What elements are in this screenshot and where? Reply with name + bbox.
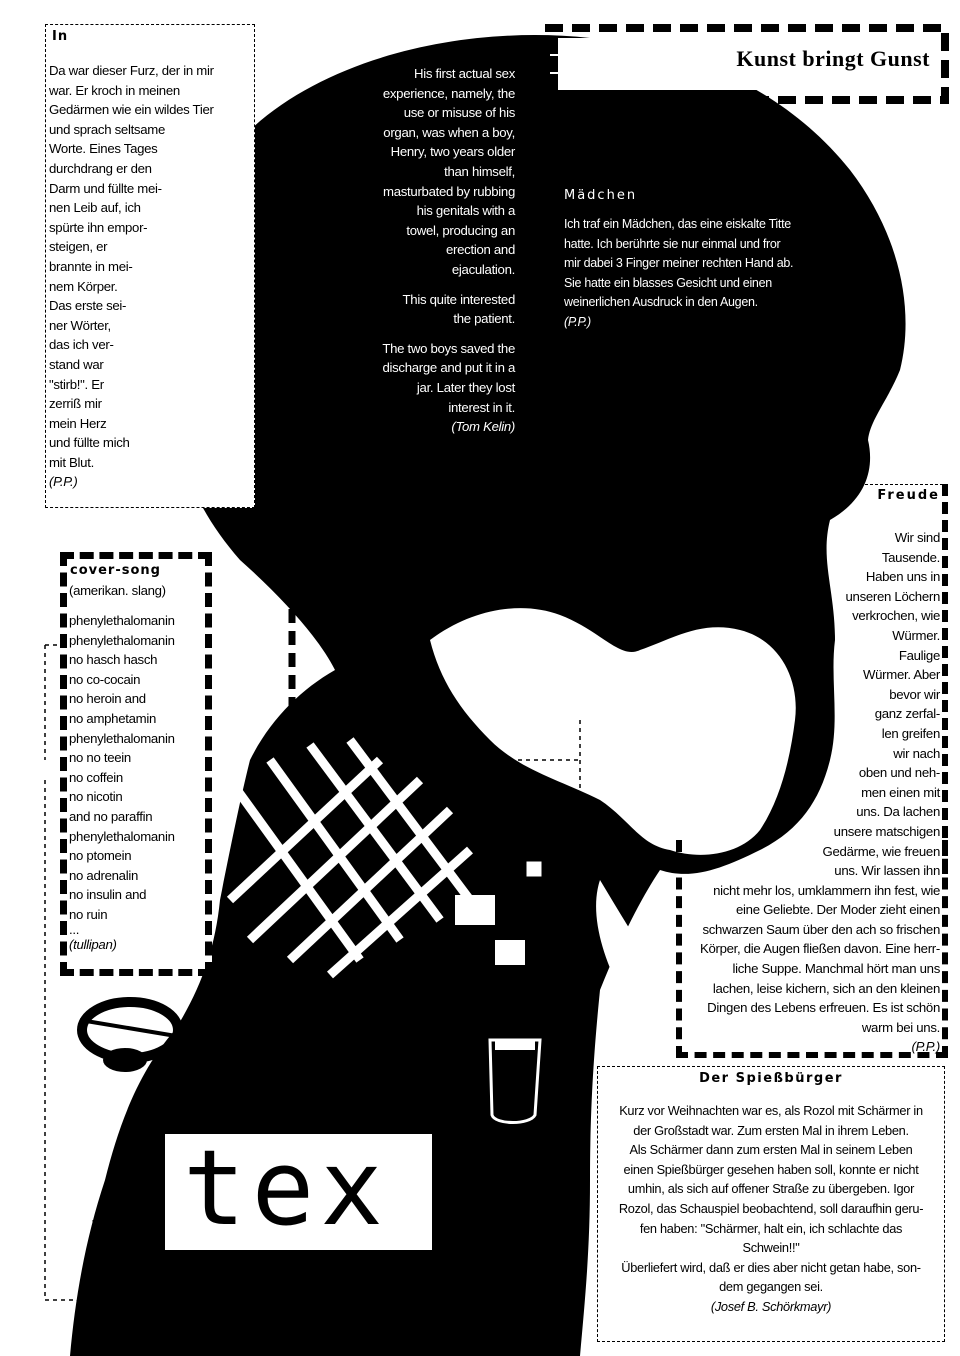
- spiess-line: der Großstadt war. Zum ersten Mal in ihrem Leben.: [633, 1122, 909, 1138]
- in-line: brannte in mei-: [49, 258, 133, 274]
- tex-logo-box: [165, 1127, 432, 1250]
- freude-line: warm bei uns.: [861, 1019, 940, 1035]
- freude-line: men einen mit: [861, 784, 940, 800]
- freude-line: uns. Wir lassen ihn: [834, 863, 940, 879]
- sex-line: discharge and put it in a: [382, 360, 515, 376]
- freude-line: unsere matschigen: [833, 823, 940, 839]
- cover-line: no amphetamin: [69, 710, 157, 726]
- freude-line: lachen, leise kichern, sich an den kleinen: [712, 980, 940, 996]
- freude-line: unseren Löchern: [845, 588, 940, 604]
- spiess-line: dem gegangen sei.: [719, 1279, 823, 1295]
- cover-line: phenylethalomanin: [69, 828, 175, 844]
- in-line: und füllte mich: [49, 435, 130, 451]
- spiess-line: fen haben: "Schärmer, halt ein, ich schlachte das: [639, 1220, 903, 1236]
- sex-line: erection and: [446, 242, 515, 258]
- cover-song-body: [69, 611, 175, 954]
- freude-line: verkrochen, wie: [852, 608, 940, 624]
- freude-line: bevor wir: [889, 686, 940, 702]
- maedchen-author: (P.P.): [564, 314, 591, 329]
- spiessbuerger-body: [598, 1101, 944, 1317]
- freude-line: schwarzen Saum über den ach so frischen: [702, 921, 940, 937]
- spiess-line: umhin, als sich auf offener Straße zu übergeben. Igor: [627, 1181, 915, 1197]
- freude-body: [700, 528, 940, 1057]
- cover-line: phenylethalomanin: [69, 730, 175, 746]
- sex-line: organ, was when a boy,: [383, 124, 515, 140]
- freude-line: Tausende.: [881, 549, 940, 565]
- freude-line: wir nach: [893, 745, 940, 761]
- cover-line: phenylethalomanin: [69, 632, 175, 648]
- cover-line: no ptomein: [69, 848, 132, 864]
- in-line: mit Blut.: [49, 454, 94, 470]
- in-line: Gedärmen wie ein wildes Tier: [49, 102, 214, 118]
- freude-line: Würmer. Aber: [862, 667, 940, 683]
- spiess-line: Als Schärmer dann zum ersten Mal in seinem Leben: [629, 1142, 913, 1158]
- sex-line: jar. Later they lost: [416, 379, 515, 395]
- maedchen-line: weinerlichen Ausdruck in den Augen.: [564, 295, 758, 310]
- page-title: Kunst bringt Gunst: [736, 46, 930, 71]
- freude-line: Wir sind: [894, 530, 940, 545]
- maedchen-line: mir dabei 3 Finger meiner rechten Hand ab.: [564, 256, 794, 271]
- spiess-line: Schwein!!": [742, 1240, 800, 1256]
- sex-line: masturbated by rubbing: [383, 183, 515, 199]
- sex-line: than himself,: [444, 163, 515, 179]
- header-title-box: [550, 38, 940, 90]
- in-line: steigen, er: [49, 239, 108, 255]
- in-column: [45, 24, 255, 508]
- maedchen-line: Ich traf ein Mädchen, das eine eiskalte Titte: [564, 217, 791, 231]
- in-line: Worte. Eines Tages: [49, 141, 158, 157]
- in-line: durchdrang er den: [49, 160, 152, 176]
- in-line: ner Wörter,: [49, 317, 111, 333]
- freude-line: Würmer.: [892, 627, 940, 643]
- freude-line: eine Geliebte. Der Moder zieht einen: [736, 902, 940, 918]
- cover-line: no no teein: [69, 750, 131, 766]
- freude-line: Dingen des Lebens erfreuen. Es ist schön: [707, 1000, 940, 1016]
- maedchen-line: Sie hatte ein blasses Gesicht und einen: [564, 275, 772, 290]
- cover-line: no heroin and: [69, 691, 146, 707]
- sex-line: The two boys saved the: [382, 340, 515, 356]
- cover-line: no hasch hasch: [69, 652, 158, 668]
- freude-line: liche Suppe. Manchmal hört man uns: [732, 961, 940, 977]
- cover-song-heading: cover-song: [70, 563, 161, 578]
- in-heading: In: [52, 29, 69, 44]
- sex-line: experience, namely, the: [382, 85, 515, 101]
- sex-line: interest in it.: [448, 399, 515, 415]
- sex-line: towel, producing an: [406, 222, 515, 238]
- in-line: war. Er kroch in meinen: [49, 82, 180, 98]
- freude-line: Haben uns in: [865, 569, 940, 585]
- spiess-author: (Josef B. Schörkmayr): [710, 1298, 832, 1314]
- sex-line: His first actual sex: [414, 66, 515, 81]
- cover-line: and no paraffin: [69, 808, 153, 824]
- maedchen-section: [564, 188, 854, 333]
- in-line: nen Leib auf, ich: [49, 200, 141, 216]
- cover-line: no insulin and: [69, 887, 147, 903]
- spiess-line: Kurz vor Weihnachten war es, als Rozol mit Schärmer in: [619, 1103, 923, 1118]
- tex-logo: tex: [183, 1127, 389, 1249]
- in-line: spürte ihn empor-: [49, 219, 148, 235]
- spiessbuerger-box: [597, 1066, 945, 1342]
- freude-line: ganz zerfal-: [874, 706, 940, 722]
- in-line: und sprach seltsame: [49, 121, 165, 137]
- in-body: [49, 61, 214, 492]
- in-line: zerriß mir: [49, 396, 102, 412]
- sex-line: use or misuse of his: [403, 105, 515, 121]
- in-line: mein Herz: [49, 415, 107, 431]
- cover-line: no adrenalin: [69, 867, 138, 883]
- freude-line: uns. Da lachen: [856, 804, 940, 820]
- maedchen-heading: Mädchen: [564, 188, 638, 203]
- in-line: stand war: [49, 356, 104, 372]
- cover-line: no co-cocain: [69, 671, 141, 687]
- cover-author: (tullipan): [69, 936, 117, 952]
- sex-line: his genitals with a: [416, 203, 515, 219]
- in-line: das ich ver-: [49, 337, 114, 353]
- cover-song-box: [60, 552, 212, 976]
- cover-line: no coffein: [69, 769, 123, 785]
- cover-line: no ruin: [69, 906, 108, 922]
- sex-line: Henry, two years older: [390, 144, 515, 160]
- freude-line: nicht mehr los, umklammern ihn fest, wie: [713, 882, 940, 898]
- sex-author: (Tom Kelin): [451, 419, 515, 435]
- spiess-line: Rozol, das Schauspiel beobachtend, soll daraufhin geru-: [618, 1200, 924, 1216]
- sex-text: [330, 64, 515, 437]
- sex-line: ejaculation.: [451, 261, 515, 277]
- in-line: Darm und füllte mei-: [49, 180, 162, 196]
- freude-author: (P.P.): [911, 1039, 940, 1055]
- in-line: Das erste sei-: [49, 298, 127, 314]
- freude-heading: Freude: [877, 488, 940, 503]
- cover-line: no nicotin: [69, 789, 123, 805]
- spiessbuerger-heading: Der Spießbürger: [699, 1071, 843, 1086]
- in-line: Da war dieser Furz, der in mir: [49, 63, 214, 78]
- spiess-line: einen Spießbürger gesehen haben soll, konnte er nicht: [623, 1161, 919, 1177]
- freude-line: Körper, die Augen fließen davon. Eine herr-: [699, 941, 940, 957]
- freude-line: oben und neh-: [858, 765, 940, 781]
- sex-line: the patient.: [453, 311, 515, 327]
- cover-line: phenylethalomanin: [69, 613, 175, 628]
- maedchen-line: hatte. Ich berührte sie nur einmal und fror: [564, 236, 781, 251]
- spiess-line: Überliefert wird, daß er dies aber nicht getan habe, son-: [621, 1259, 921, 1275]
- in-line: nem Körper.: [49, 278, 118, 294]
- in-author: (P.P.): [49, 474, 78, 490]
- cover-song-subtitle: (amerikan. slang): [69, 583, 166, 598]
- freude-line: Gedärme, wie freuen: [822, 843, 940, 859]
- freude-line: Faulige: [898, 647, 940, 663]
- freude-line: len greifen: [881, 725, 940, 741]
- cover-line: ...: [69, 921, 80, 937]
- in-line: "stirb!". Er: [49, 376, 104, 392]
- sex-line: This quite interested: [402, 291, 515, 307]
